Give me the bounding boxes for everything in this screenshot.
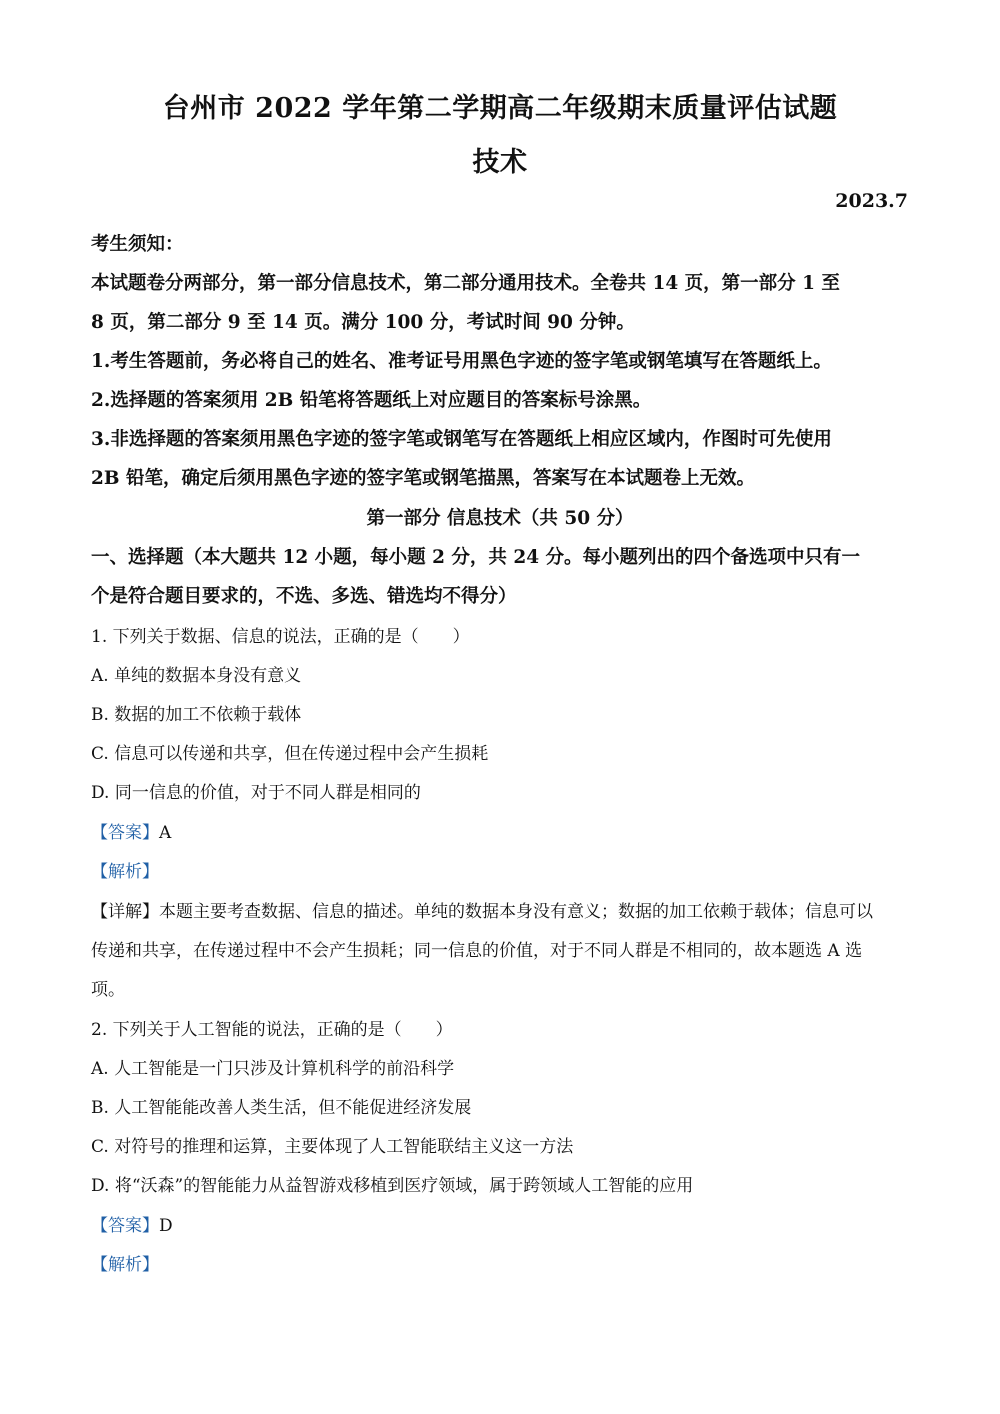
analysis-label: 【解析】 [91,862,159,882]
section-heading: 个是符合题目要求的，不选、多选、错选均不得分） [91,586,517,607]
answer-label: 【答案】 [91,1216,159,1236]
question-option: B. 数据的加工不依赖于载体 [91,705,302,725]
question-stem: 2. 下列关于人工智能的说法，正确的是（ ） [91,1020,453,1040]
question-stem: 1. 下列关于数据、信息的说法，正确的是（ ） [91,627,470,647]
question-option: D. 同一信息的价值，对于不同人群是相同的 [91,783,421,803]
question-option: A. 人工智能是一门只涉及计算机科学的前沿科学 [91,1059,455,1079]
detail-text: 本题主要考查数据、信息的描述。单纯的数据本身没有意义；数据的加工依赖于载体；信息可以 [159,902,873,922]
question-option: C. 对符号的推理和运算，主要体现了人工智能联结主义这一方法 [91,1137,574,1157]
exam-title: 台州市 2022 学年第二学期高二年级期末质量评估试题 [162,93,838,124]
detail-line [91,897,909,922]
exam-date: 2023.7 [835,190,908,212]
notice-line: 8 页，第二部分 9 至 14 页。满分 100 分，考试时间 90 分钟。 [91,312,635,333]
question-option: C. 信息可以传递和共享，但在传递过程中会产生损耗 [91,744,489,764]
answer-line [91,1211,909,1236]
answer-label: 【答案】 [91,823,159,843]
analysis-line [91,1250,909,1275]
notice-line: 3.非选择题的答案须用黑色字迹的签字笔或钢笔写在答题纸上相应区域内，作图时可先使用 [91,429,832,450]
answer-value: D [159,1216,173,1236]
detail-text: 项。 [91,980,125,1000]
notice-line: 2.选择题的答案须用 2B 铅笔将答题纸上对应题目的答案标号涂黑。 [91,390,652,411]
detail-label: 【详解】 [91,902,159,922]
answer-value: A [159,823,172,843]
exam-subject: 技术 [472,147,528,178]
notice-line: 本试题卷分两部分，第一部分信息技术，第二部分通用技术。全卷共 14 页，第一部分 1 至 [91,273,840,294]
question-option: D. 将“沃森”的智能能力从益智游戏移植到医疗领域，属于跨领域人工智能的应用 [91,1176,694,1196]
answer-line [91,818,909,843]
analysis-line [91,857,909,882]
question-option: B. 人工智能能改善人类生活，但不能促进经济发展 [91,1098,472,1118]
analysis-label: 【解析】 [91,1255,159,1275]
notice-heading: 考生须知： [91,234,184,255]
notice-line: 2B 铅笔，确定后须用黑色字迹的签字笔或钢笔描黑，答案写在本试题卷上无效。 [91,468,755,489]
section-heading: 一、选择题（本大题共 12 小题，每小题 2 分，共 24 分。每小题列出的四个备选项中只有一 [91,547,861,568]
part-heading: 第一部分 信息技术（共 50 分） [366,508,634,529]
notice-line: 1.考生答题前，务必将自己的姓名、准考证号用黑色字迹的签字笔或钢笔填写在答题纸上。 [91,351,832,372]
detail-text: 传递和共享，在传递过程中不会产生损耗；同一信息的价值，对于不同人群是不相同的，故本题选 A 选 [91,941,863,961]
question-option: A. 单纯的数据本身没有意义 [91,666,302,686]
